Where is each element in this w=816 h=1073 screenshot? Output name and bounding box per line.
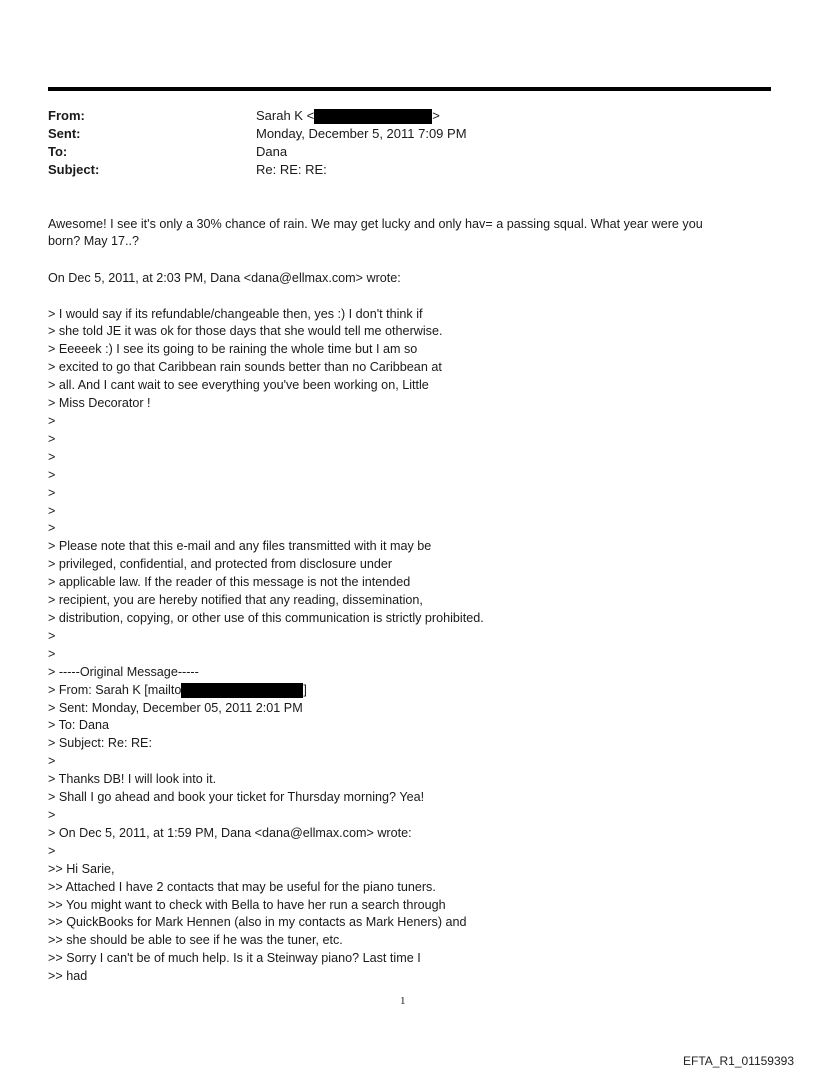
body-line: > Miss Decorator ! <box>48 396 151 410</box>
redaction-box <box>314 109 432 124</box>
body-line: >> Sorry I can't be of much help. Is it a Steinway piano? Last time I <box>48 951 421 965</box>
body-line: > -----Original Message----- <box>48 665 199 679</box>
body-line: > Shall I go ahead and book your ticket for Thursday morning? Yea! <box>48 790 425 804</box>
subject-value: Re: RE: RE: <box>256 162 327 177</box>
body-line: > she told JE it was ok for those days that she would tell me otherwise. <box>48 324 443 338</box>
to-value: Dana <box>256 144 288 159</box>
body-line: > Eeeeek :) I see its going to be raining the whole time but I am so <box>48 342 418 356</box>
quote-marker: > <box>48 468 56 482</box>
body-line: >> You might want to check with Bella to have her run a search through <box>48 898 446 912</box>
body-line: > Sent: Monday, December 05, 2011 2:01 PM <box>48 701 303 715</box>
bates-number: EFTA_R1_01159393 <box>683 1054 794 1068</box>
quote-marker: > <box>48 414 56 428</box>
body-line: > recipient, you are hereby notified that any reading, dissemination, <box>48 593 423 607</box>
quote-marker: > <box>48 647 56 661</box>
sent-value: Monday, December 5, 2011 7:09 PM <box>256 126 467 141</box>
body-line: > I would say if its refundable/changeable then, yes :) I don't think if <box>48 307 423 321</box>
body-line: > Subject: Re: RE: <box>48 736 152 750</box>
quote-marker: > <box>48 450 56 464</box>
body-line: On Dec 5, 2011, at 2:03 PM, Dana <dana@ellmax.com> wrote: <box>48 271 401 285</box>
body-line: born? May 17..? <box>48 234 140 248</box>
body-line: > To: Dana <box>48 718 110 732</box>
body-line: > Please note that this e-mail and any files transmitted with it may be <box>48 539 432 553</box>
quote-marker: > <box>48 504 56 518</box>
quote-marker: > <box>48 486 56 500</box>
quote-marker: > <box>48 629 56 643</box>
body-line: > On Dec 5, 2011, at 1:59 PM, Dana <dana@ellmax.com> wrote: <box>48 826 412 840</box>
body-line: >> she should be able to see if he was the tuner, etc. <box>48 933 343 947</box>
to-label: To: <box>48 144 68 159</box>
sent-label: Sent: <box>48 126 81 141</box>
body-line: > applicable law. If the reader of this message is not the intended <box>48 575 411 589</box>
body-line: > excited to go that Caribbean rain sounds better than no Caribbean at <box>48 360 442 374</box>
body-line: >> Attached I have 2 contacts that may be useful for the piano tuners. <box>48 880 436 894</box>
original-from-text: > From: Sarah K [mailto <box>48 683 182 697</box>
page-number: 1 <box>400 995 406 1007</box>
body-line: >> QuickBooks for Mark Hennen (also in my contacts as Mark Heners) and <box>48 915 467 929</box>
body-line: > all. And I cant wait to see everything you've been working on, Little <box>48 378 429 392</box>
from-value <box>256 107 440 125</box>
body-line: Awesome! I see it's only a 30% chance of rain. We may get lucky and only hav= a passing squal. What year were you <box>48 217 703 231</box>
body-line: > distribution, copying, or other use of this communication is strictly prohibited. <box>48 611 484 625</box>
quote-marker: > <box>48 521 56 535</box>
from-close: > <box>432 108 440 123</box>
body-line: > Thanks DB! I will look into it. <box>48 772 217 786</box>
header-rule <box>48 87 771 91</box>
from-label: From: <box>48 108 85 123</box>
quote-marker: > <box>48 844 56 858</box>
body-line: > privileged, confidential, and protected from disclosure under <box>48 557 393 571</box>
quote-marker: > <box>48 808 56 822</box>
subject-label: Subject: <box>48 162 100 177</box>
original-from-close: ] <box>303 683 307 697</box>
quote-marker: > <box>48 432 56 446</box>
quote-marker: > <box>48 754 56 768</box>
original-from-line <box>48 682 307 699</box>
from-name: Sarah K < <box>256 108 315 123</box>
body-line: >> had <box>48 969 88 983</box>
redaction-box <box>181 683 303 698</box>
body-line: >> Hi Sarie, <box>48 862 115 876</box>
